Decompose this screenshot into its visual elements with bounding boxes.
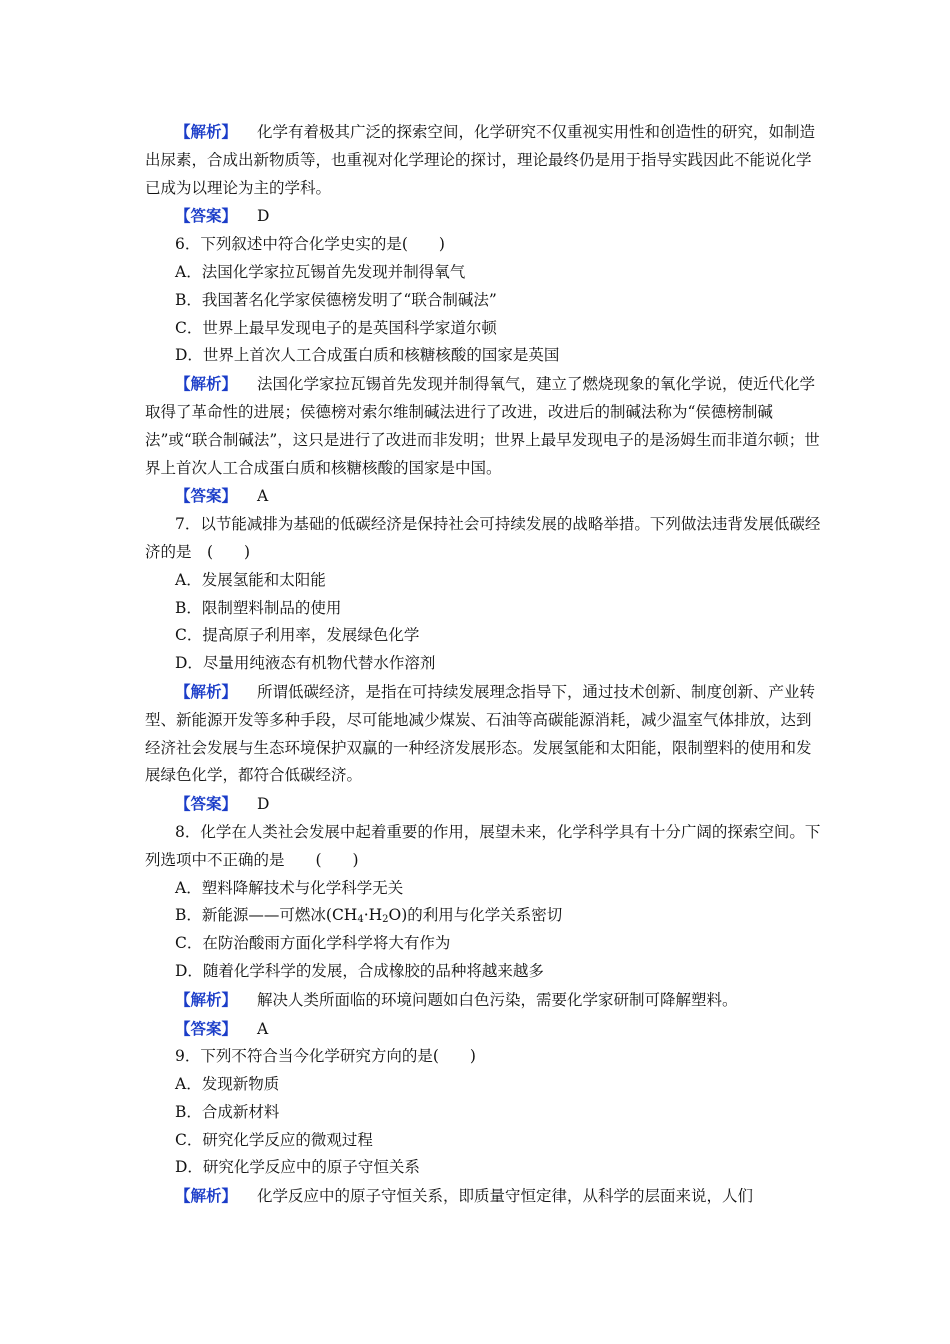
option-d: D．随着化学科学的发展，合成橡胶的品种将越来越多	[175, 961, 544, 980]
question-8: 8．化学在人类社会发展中起着重要的作用，展望未来，化学科学具有十分广阔的探索空间。下列选项中不正确的是 ( )	[145, 822, 821, 869]
option-d: D．尽量用纯液态有机物代替水作溶剂	[175, 654, 436, 673]
option-c: C．提高原子利用率，发展绿色化学	[175, 626, 420, 645]
analysis-paragraph	[145, 986, 825, 1015]
answer-value: D	[257, 795, 270, 814]
answer-label: 【答案】	[175, 486, 238, 506]
analysis-text: 解决人类所面临的环境问题如白色污染，需要化学家研制可降解塑料。	[257, 990, 738, 1009]
analysis-label: 【解析】	[175, 374, 238, 394]
option-c: C．在防治酸雨方面化学科学将大有作为	[175, 934, 451, 953]
answer-line	[145, 202, 825, 231]
answer-label: 【答案】	[175, 206, 238, 226]
question-7: 7．以节能减排为基础的低碳经济是保持社会可持续发展的战略举措。下列做法违背发展低碳经济的是 ( )	[145, 515, 821, 561]
option-text-mid: ·H	[363, 906, 383, 925]
option-b: B．限制塑料制品的使用	[175, 598, 342, 617]
option-b: B．我国著名化学家侯德榜发明了“联合制碱法”	[175, 290, 497, 309]
analysis-paragraph	[145, 370, 825, 482]
analysis-text: 化学有着极其广泛的探索空间，化学研究不仅重视实用性和创造性的研究，如制造出尿素，合成出新物质等，也重视对化学理论的探讨，理论最终仍是用于指导实践因此不能说化学已成为以理论为主的学科。	[145, 123, 816, 197]
analysis-paragraph	[145, 118, 825, 202]
analysis-label: 【解析】	[175, 1186, 238, 1206]
answer-value: A	[257, 1019, 269, 1038]
option-c: C．世界上最早发现电子的是英国科学家道尔顿	[175, 318, 497, 337]
answer-value: A	[257, 487, 269, 506]
option-c: C．研究化学反应的微观过程	[175, 1130, 373, 1149]
option-text-after: O)的利用与化学关系密切	[388, 906, 563, 925]
analysis-paragraph	[145, 1182, 825, 1211]
question-9: 9．下列不符合当今化学研究方向的是( )	[175, 1047, 476, 1066]
analysis-paragraph	[145, 678, 825, 790]
option-text-before: B．新能源——可燃冰(CH	[175, 906, 358, 925]
answer-label: 【答案】	[175, 794, 238, 814]
option-a: A．发现新物质	[175, 1075, 280, 1094]
answer-line	[145, 790, 825, 819]
answer-line	[145, 1015, 825, 1044]
option-a: A．法国化学家拉瓦锡首先发现并制得氧气	[175, 262, 466, 281]
analysis-text: 所谓低碳经济，是指在可持续发展理念指导下，通过技术创新、制度创新、产业转型、新能源开发等多种手段，尽可能地减少煤炭、石油等高碳能源消耗，减少温室气体排放，达到经济社会发展与生态环境保护双赢的一种经济发展形态。发展氢能和太阳能，限制塑料的使用和发展绿色化学，都符合低碳经济。	[145, 682, 816, 785]
option-a: A．发展氢能和太阳能	[175, 570, 326, 589]
answer-value: D	[257, 207, 270, 226]
option-d: D．研究化学反应中的原子守恒关系	[175, 1158, 420, 1177]
option-d: D．世界上首次人工合成蛋白质和核糖核酸的国家是英国	[175, 346, 560, 365]
analysis-label: 【解析】	[175, 681, 238, 701]
analysis-text: 法国化学家拉瓦锡首先发现并制得氧气，建立了燃烧现象的氧化学说，使近代化学取得了革命性的进展；侯德榜对索尔维制碱法进行了改进，改进后的制碱法称为“侯德榜制碱法”或“联合制碱法”，这只是进行了改进而非发明；世界上最早发现电子的是汤姆生而非道尔顿；世界上首次人工合成蛋白质和核糖核酸的国家是中国。	[145, 375, 820, 477]
answer-line	[145, 482, 825, 511]
analysis-label: 【解析】	[175, 122, 238, 141]
analysis-label: 【解析】	[175, 989, 238, 1009]
formula-subscript: 2	[382, 914, 389, 926]
option-b: B．合成新材料	[175, 1102, 280, 1121]
analysis-text: 化学反应中的原子守恒关系，即质量守恒定律，从科学的层面来说，人们	[257, 1187, 754, 1206]
answer-label: 【答案】	[175, 1018, 238, 1038]
document-content	[145, 118, 825, 1211]
option-b	[145, 902, 825, 930]
option-a: A．塑料降解技术与化学科学无关	[175, 878, 404, 897]
question-6: 6．下列叙述中符合化学史实的是( )	[175, 235, 445, 254]
formula-subscript: 4	[357, 914, 364, 926]
